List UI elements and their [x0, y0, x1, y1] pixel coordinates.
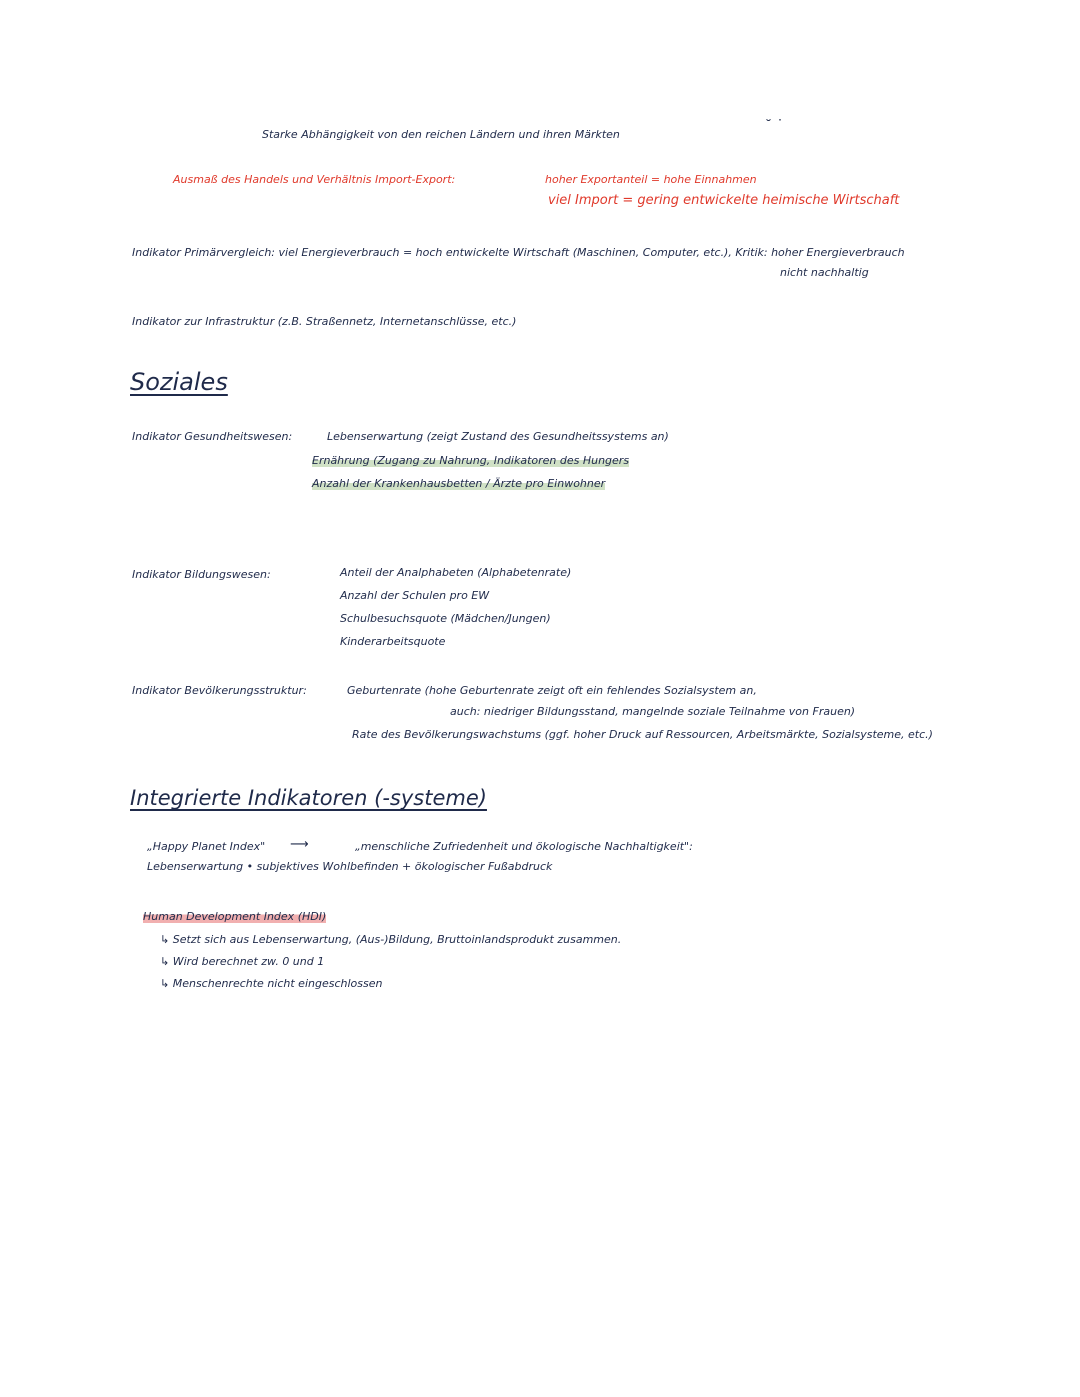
gesundheit-item-3-text: Anzahl der Krankenhausbetten / Ärzte pro Einwohner: [312, 477, 606, 490]
bildung-item-1: Anteil der Analphabeten (Alphabetenrate): [340, 566, 572, 579]
primaer-kritik: nicht nachhaltig: [780, 266, 869, 279]
bevoelkerung-item-2: auch: niedriger Bildungsstand, mangelnde soziale Teilnahme von Frauen): [450, 705, 856, 718]
hdi-item-2: ↳ Wird berechnet zw. 0 und 1: [160, 955, 325, 968]
integriert-heading: Integrierte Indikatoren (-systeme): [130, 786, 487, 810]
hdi-item-3: ↳ Menschenrechte nicht eingeschlossen: [160, 977, 383, 990]
hpi-formula: Lebenserwartung • subjektives Wohlbefinden + ökologischer Fußabdruck: [147, 860, 553, 873]
stray-marks: ˘ ˙: [765, 118, 784, 134]
gesundheit-item-2: [312, 454, 629, 467]
arrow-right-icon: ⟶: [290, 837, 309, 852]
export-text: hoher Exportanteil = hohe Einnahmen: [545, 173, 757, 186]
bevoelkerung-item-1: Geburtenrate (hohe Geburtenrate zeigt oft ein fehlendes Sozialsystem an,: [347, 684, 757, 697]
bevoelkerung-label: Indikator Bevölkerungsstruktur:: [132, 684, 307, 697]
gesundheit-item-1: Lebenserwartung (zeigt Zustand des Gesundheitssystems an): [327, 430, 669, 443]
gesundheit-item-3: [312, 477, 605, 490]
bildung-label: Indikator Bildungswesen:: [132, 568, 271, 581]
hdi-item-1: ↳ Setzt sich aus Lebenserwartung, (Aus-)Bildung, Bruttoinlandsprodukt zusammen.: [160, 933, 622, 946]
bildung-item-4: Kinderarbeitsquote: [340, 635, 446, 648]
bildung-item-2: Anzahl der Schulen pro EW: [340, 589, 490, 602]
gesundheit-label: Indikator Gesundheitswesen:: [132, 430, 293, 443]
hdi-label-text: Human Development Index (HDI): [143, 910, 327, 923]
soziales-heading: Soziales: [130, 368, 228, 396]
abhaengigkeit-line: Starke Abhängigkeit von den reichen Ländern und ihren Märkten: [262, 128, 620, 141]
primaer-indikator: Indikator Primärvergleich: viel Energieverbrauch = hoch entwickelte Wirtschaft (Maschinen, Computer, etc.), Kritik: hoher Energieverbrauch: [132, 246, 905, 259]
bildung-item-3: Schulbesuchsquote (Mädchen/Jungen): [340, 612, 551, 625]
hpi-label: „Happy Planet Index": [147, 840, 266, 853]
gesundheit-item-2-text: Ernährung (Zugang zu Nahrung, Indikatoren des Hungers: [312, 454, 630, 467]
infrastruktur-indikator: Indikator zur Infrastruktur (z.B. Straßennetz, Internetanschlüsse, etc.): [132, 315, 517, 328]
hpi-desc: „menschliche Zufriedenheit und ökologische Nachhaltigkeit":: [355, 840, 693, 853]
import-text: viel Import = gering entwickelte heimische Wirtschaft: [548, 193, 900, 208]
handel-label: Ausmaß des Handels und Verhältnis Import-Export:: [173, 173, 456, 186]
hdi-label: [143, 910, 326, 923]
bevoelkerung-item-3: Rate des Bevölkerungswachstums (ggf. hoher Druck auf Ressourcen, Arbeitsmärkte, Sozialsysteme, etc.): [352, 728, 933, 741]
